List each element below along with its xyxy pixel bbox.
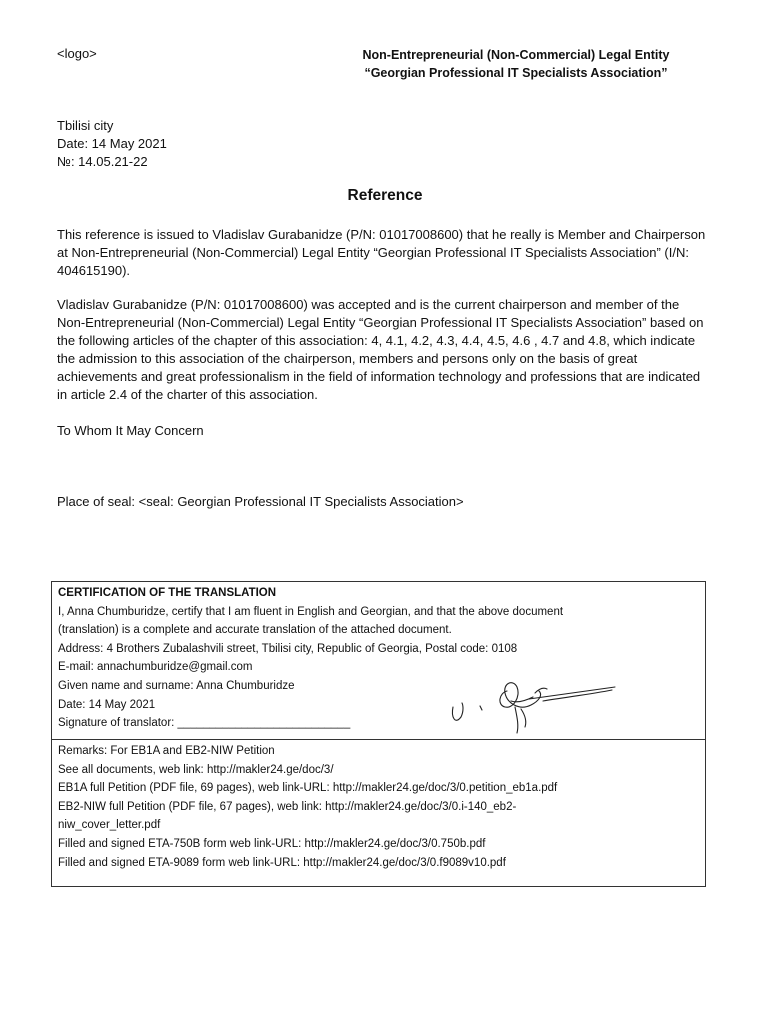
body-paragraph-2: Vladislav Gurabanidze (P/N: 01017008600) was accepted and is the current chairperson and member of the Non-Entrepreneurial (Non-Commercial) Legal Entity “Georgian Professional IT Specialists Association” based on the following articles of the chapter of this association: 4, 4.1, 4.2, 4.3, 4.4, 4.5, 4.6 , 4.7 and 4.8, which indicate the admission to this association of the chairperson, members and persons only on the basis of great achievements and great professionalism in the field of information technology and professions that are indicated in article 2.4 of the charter of this association. <box>57 297 704 402</box>
document-date: Date: 14 May 2021 <box>57 136 167 151</box>
city: Tbilisi city <box>57 118 114 133</box>
certification-section <box>52 582 705 740</box>
document-meta <box>57 117 167 171</box>
body-paragraph-1: This reference is issued to Vladislav Gurabanidze (P/N: 01017008600) that he really is Member and Chairperson at Non-Entrepreneurial (Non-Commercial) Legal Entity “Georgian Professional IT Specialists Association” (I/N: 404615190). <box>57 227 706 278</box>
remarks-line-4: EB2-NIW full Petition (PDF file, 67 pages), web link: http://makler24.ge/doc/3/0.i-140_eb2- <box>58 800 517 813</box>
logo-placeholder: <logo> <box>57 46 97 61</box>
seal-placeholder: Place of seal: <seal: Georgian Professional IT Specialists Association> <box>57 494 464 509</box>
translator-name: Given name and surname: Anna Chumburidze <box>58 679 295 692</box>
org-name-line2: “Georgian Professional IT Specialists Association” <box>364 66 668 80</box>
certification-title: CERTIFICATION OF THE TRANSLATION <box>58 587 277 599</box>
remarks-line-7: Filled and signed ETA-9089 form web link-URL: http://makler24.ge/doc/3/0.f9089v10.pdf <box>58 856 506 869</box>
translator-address: Address: 4 Brothers Zubalashvili street, Tbilisi city, Republic of Georgia, Postal code: 0108 <box>58 642 518 655</box>
certification-box <box>51 581 706 887</box>
signature-line: Signature of translator: ___________________________ <box>58 717 351 730</box>
remarks-line-3: EB1A full Petition (PDF file, 69 pages), web link-URL: http://makler24.ge/doc/3/0.petition_eb1a.pdf <box>58 782 558 795</box>
remarks-line-5: niw_cover_letter.pdf <box>58 819 161 832</box>
org-name-line1: Non-Entrepreneurial (Non-Commercial) Legal Entity <box>362 48 670 62</box>
document-title: Reference <box>347 187 423 204</box>
certification-date: Date: 14 May 2021 <box>58 698 156 711</box>
organization-header <box>340 46 692 82</box>
remarks-line-6: Filled and signed ETA-750B form web link-URL: http://makler24.ge/doc/3/0.750b.pdf <box>58 837 486 850</box>
document-number: №: 14.05.21-22 <box>57 154 148 169</box>
certification-line-1: I, Anna Chumburidze, certify that I am fluent in English and Georgian, and that the above document <box>58 605 564 618</box>
remarks-section <box>52 740 705 872</box>
translator-email: E-mail: annachumburidze@gmail.com <box>58 661 253 674</box>
translator-signature-image <box>447 677 617 742</box>
remarks-line-1: Remarks: For EB1A and EB2-NIW Petition <box>58 745 275 757</box>
closing-line: To Whom It May Concern <box>57 423 204 438</box>
certification-line-2: (translation) is a complete and accurate translation of the attached document. <box>58 624 452 637</box>
remarks-line-2: See all documents, web link: http://makler24.ge/doc/3/ <box>58 763 334 776</box>
